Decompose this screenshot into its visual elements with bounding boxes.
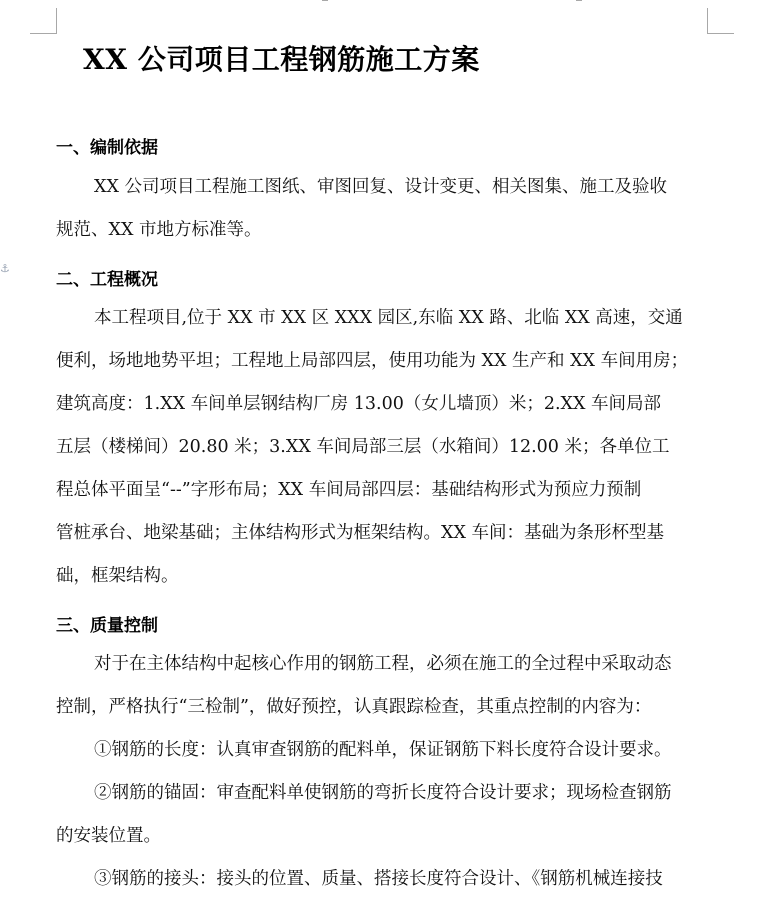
paragraph-line: 建筑高度：1.XX 车间单层钢结构厂房 13.00（女儿墙顶）米；2.XX 车间局部 bbox=[56, 394, 662, 414]
paragraph-line: 控制，严格执行“三检制”，做好预控，认真跟踪检查，其重点控制的内容为： bbox=[56, 697, 652, 717]
crop-mark-top-right-v bbox=[707, 8, 708, 34]
paragraph-line: 对于在主体结构中起核心作用的钢筋工程，必须在施工的全过程中采取动态 bbox=[94, 654, 672, 674]
paragraph-line: 础，框架结构。 bbox=[56, 566, 179, 586]
section-heading: 二、工程概况 bbox=[56, 270, 158, 290]
crop-mark-top-left-h bbox=[30, 33, 57, 34]
paragraph-line: 便利，场地地势平坦；工程地上局部四层，使用功能为 XX 生产和 XX 车间用房； bbox=[56, 351, 689, 371]
crop-mark-top-center-r bbox=[576, 0, 582, 1]
paragraph-line: ①钢筋的长度：认真审查钢筋的配料单，保证钢筋下料长度符合设计要求。 bbox=[94, 740, 672, 760]
anchor-icon[interactable]: ⚓ bbox=[0, 262, 10, 275]
paragraph-line: 规范、XX 市地方标准等。 bbox=[56, 220, 262, 240]
paragraph-line: 的安装位置。 bbox=[56, 826, 161, 846]
paragraph-line: 程总体平面呈“--”字形布局；XX 车间局部四层：基础结构形式为预应力预制 bbox=[56, 480, 642, 500]
paragraph-line: 管桩承台、地梁基础；主体结构形式为框架结构。XX 车间：基础为条形杯型基 bbox=[56, 523, 664, 543]
crop-mark-top-left-v bbox=[56, 8, 57, 34]
document-title: XX 公司项目工程钢筋施工方案 bbox=[83, 43, 480, 76]
paragraph-line: ②钢筋的锚固：审查配料单使钢筋的弯折长度符合设计要求；现场检查钢筋 bbox=[94, 783, 672, 803]
paragraph-line: 本工程项目,位于 XX 市 XX 区 XXX 园区,东临 XX 路、北临 XX 高速，交通 bbox=[94, 308, 683, 328]
paragraph-line: ③钢筋的接头：接头的位置、质量、搭接长度符合设计、《钢筋机械连接技 bbox=[94, 869, 663, 889]
paragraph-line: XX 公司项目工程施工图纸、审图回复、设计变更、相关图集、施工及验收 bbox=[94, 177, 667, 197]
section-heading: 三、质量控制 bbox=[56, 616, 158, 636]
section-heading: 一、编制依据 bbox=[56, 138, 158, 158]
crop-mark-top-right-h bbox=[707, 33, 734, 34]
crop-mark-top-center-l bbox=[322, 0, 328, 1]
paragraph-line: 五层（楼梯间）20.80 米；3.XX 车间局部三层（水箱间）12.00 米；各单位工 bbox=[56, 437, 670, 457]
